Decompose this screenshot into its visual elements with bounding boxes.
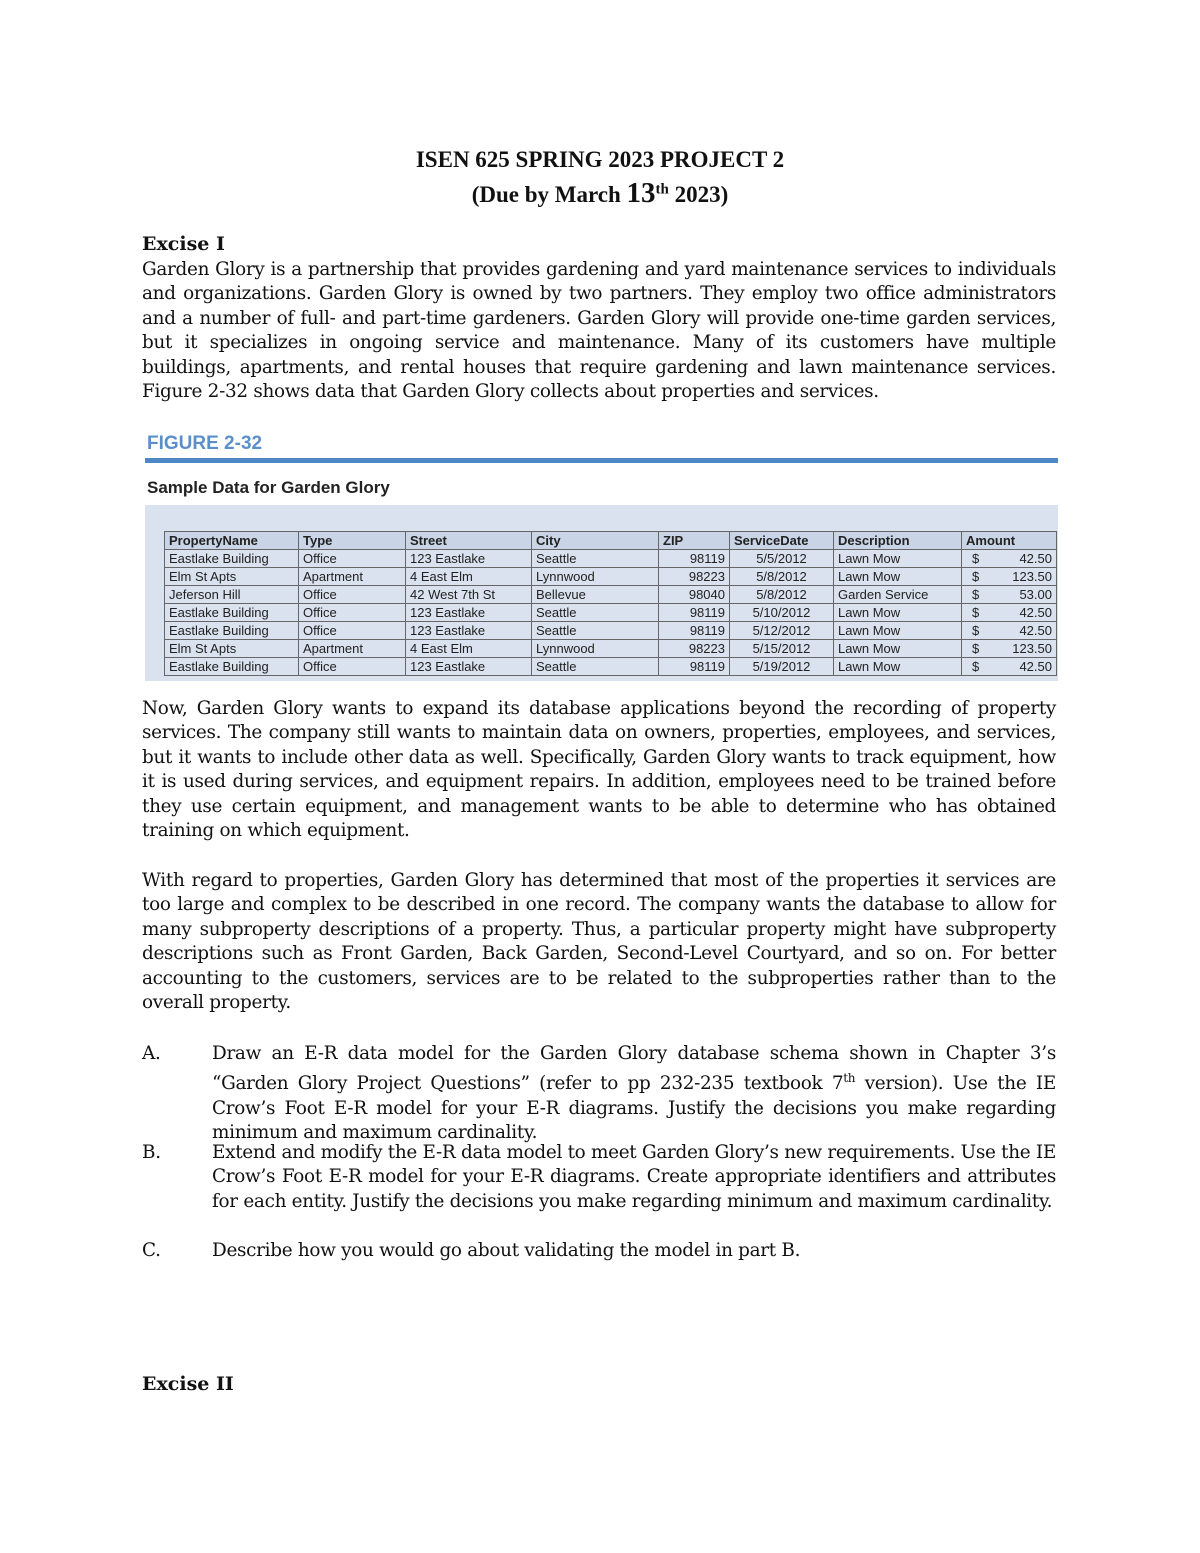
table-cell-zip: 98119 xyxy=(659,550,730,568)
table-row xyxy=(165,604,1057,622)
properties-paragraph: With regard to properties, Garden Glory has determined that most of the properties it services are too large and complex to be described in one record. The company wants the database to allow for many subproperty descriptions of a property. Thus, a particular property might have subproperty descriptions such as Front Garden, Back Garden, Second-Level Courtyard, and so on. For better accounting to the customers, services are to be related to the subproperties rather than to the overall property. xyxy=(142,870,1056,1014)
table-row xyxy=(165,622,1057,640)
amount-value: 123.50 xyxy=(1012,641,1052,656)
table-cell-amount xyxy=(962,550,1057,568)
document-title: ISEN 625 SPRING 2023 PROJECT 2 xyxy=(415,147,785,172)
question-text: Extend and modify the E-R data model to meet Garden Glory’s new requirements. Use the IE Crow’s Foot E-R model for your E-R diagrams. Create appropriate identifiers and attributes for each entity. Justify the decisions you make regarding minimum and maximum cardinality. xyxy=(212,1142,1056,1212)
currency-symbol: $ xyxy=(972,659,980,674)
table-cell-street: 123 Eastlake xyxy=(406,604,532,622)
table-cell-type: Office xyxy=(299,550,406,568)
due-date-prefix: (Due by March xyxy=(471,182,627,207)
currency-symbol: $ xyxy=(972,623,980,638)
due-date-line xyxy=(0,177,1200,210)
table-cell-street: 4 East Elm xyxy=(406,568,532,586)
table-row xyxy=(165,586,1057,604)
table-row xyxy=(165,568,1057,586)
table-cell-name: Jeferson Hill xyxy=(165,586,299,604)
table-cell-zip: 98119 xyxy=(659,658,730,676)
table-cell-amount xyxy=(962,604,1057,622)
table-cell-city: Lynnwood xyxy=(532,640,659,658)
table-cell-zip: 98223 xyxy=(659,568,730,586)
table-cell-desc: Garden Service xyxy=(834,586,962,604)
table-cell-street: 4 East Elm xyxy=(406,640,532,658)
table-cell-city: Bellevue xyxy=(532,586,659,604)
table-cell-desc: Lawn Mow xyxy=(834,568,962,586)
question-text xyxy=(212,1042,1056,1146)
sample-data-table xyxy=(164,531,1057,676)
table-row xyxy=(165,658,1057,676)
table-cell-city: Seattle xyxy=(532,622,659,640)
column-header: Description xyxy=(834,532,962,550)
table-cell-amount xyxy=(962,586,1057,604)
table-row xyxy=(165,550,1057,568)
table-cell-date: 5/12/2012 xyxy=(730,622,834,640)
table-header-row xyxy=(165,532,1057,550)
due-date-day: 13 xyxy=(626,177,656,209)
table-cell-street: 123 Eastlake xyxy=(406,658,532,676)
intro-paragraph: Garden Glory is a partnership that provides gardening and yard maintenance services to individuals and organizations. Garden Glory is owned by two partners. They employ two office administrators and a number of full- and part-time gardeners. Garden Glory will provide one-time garden services, but it specializes in ongoing service and maintenance. Many of its customers have multiple buildings, apartments, and rental houses that require gardening and lawn maintenance services. Figure 2-32 shows data that Garden Glory collects about properties and services. xyxy=(142,259,1056,403)
column-header: City xyxy=(532,532,659,550)
question-superscript: th xyxy=(843,1071,856,1086)
column-header: ZIP xyxy=(659,532,730,550)
column-header: Street xyxy=(406,532,532,550)
table-cell-name: Eastlake Building xyxy=(165,658,299,676)
table-cell-date: 5/8/2012 xyxy=(730,586,834,604)
currency-symbol: $ xyxy=(972,569,980,584)
question-text: Describe how you would go about validating the model in part B. xyxy=(212,1240,801,1261)
table-cell-amount xyxy=(962,640,1057,658)
table-cell-zip: 98119 xyxy=(659,604,730,622)
table-cell-amount xyxy=(962,658,1057,676)
table-cell-zip: 98119 xyxy=(659,622,730,640)
table-cell-city: Seattle xyxy=(532,604,659,622)
table-cell-street: 42 West 7th St xyxy=(406,586,532,604)
table-cell-street: 123 Eastlake xyxy=(406,550,532,568)
table-cell-street: 123 Eastlake xyxy=(406,622,532,640)
table-cell-date: 5/10/2012 xyxy=(730,604,834,622)
table-cell-desc: Lawn Mow xyxy=(834,640,962,658)
figure-label: FIGURE 2-32 xyxy=(147,433,263,454)
table-row xyxy=(165,640,1057,658)
table-cell-amount xyxy=(962,622,1057,640)
question-label: C. xyxy=(142,1240,161,1261)
column-header: ServiceDate xyxy=(730,532,834,550)
question-label: B. xyxy=(142,1142,161,1163)
table-cell-type: Office xyxy=(299,604,406,622)
exercise-1-heading: Excise I xyxy=(142,233,225,255)
table-cell-date: 5/19/2012 xyxy=(730,658,834,676)
table-cell-desc: Lawn Mow xyxy=(834,658,962,676)
column-header: PropertyName xyxy=(165,532,299,550)
figure-divider xyxy=(145,458,1058,463)
table-cell-date: 5/5/2012 xyxy=(730,550,834,568)
table-body xyxy=(165,550,1057,676)
amount-value: 123.50 xyxy=(1012,569,1052,584)
table-cell-desc: Lawn Mow xyxy=(834,622,962,640)
amount-value: 53.00 xyxy=(1019,587,1052,602)
due-date-suffix: 2023) xyxy=(668,182,729,207)
amount-value: 42.50 xyxy=(1019,659,1052,674)
table-cell-desc: Lawn Mow xyxy=(834,604,962,622)
table-cell-date: 5/15/2012 xyxy=(730,640,834,658)
question-text-part: Draw an E-R data model for the Garden Glory database schema shown in Chapter 3’s “Garden Glory Project Questions” (refer to pp 232-235 textbook 7 xyxy=(212,1043,1056,1095)
due-date-ordinal: th xyxy=(655,181,669,198)
table-cell-name: Eastlake Building xyxy=(165,622,299,640)
table-cell-city: Seattle xyxy=(532,550,659,568)
expand-paragraph: Now, Garden Glory wants to expand its database applications beyond the recording of property services. The company still wants to maintain data on owners, properties, employees, and services, but it wants to include other data as well. Specifically, Garden Glory wants to track equipment, how it is used during services, and equipment repairs. In addition, employees need to be trained before they use certain equipment, and management wants to be able to determine who has obtained training on which equipment. xyxy=(142,698,1056,842)
currency-symbol: $ xyxy=(972,587,980,602)
figure-subtitle: Sample Data for Garden Glory xyxy=(147,478,390,497)
table-cell-name: Elm St Apts xyxy=(165,640,299,658)
table-cell-name: Elm St Apts xyxy=(165,568,299,586)
column-header: Amount xyxy=(962,532,1057,550)
table-cell-amount xyxy=(962,568,1057,586)
exercise-2-heading: Excise II xyxy=(142,1373,234,1395)
table-cell-desc: Lawn Mow xyxy=(834,550,962,568)
question-text-part: version). Use the IE Crow’s Foot E-R model for your E-R diagrams. Justify the decisions you make regarding minimum and maximum cardinality. xyxy=(212,1073,1056,1144)
column-header: Type xyxy=(299,532,406,550)
table-cell-type: Apartment xyxy=(299,568,406,586)
table-cell-type: Office xyxy=(299,586,406,604)
table-cell-type: Office xyxy=(299,622,406,640)
currency-symbol: $ xyxy=(972,641,980,656)
table-cell-name: Eastlake Building xyxy=(165,550,299,568)
currency-symbol: $ xyxy=(972,605,980,620)
amount-value: 42.50 xyxy=(1019,605,1052,620)
amount-value: 42.50 xyxy=(1019,623,1052,638)
table-cell-name: Eastlake Building xyxy=(165,604,299,622)
question-label: A. xyxy=(142,1043,161,1064)
amount-value: 42.50 xyxy=(1019,551,1052,566)
table-cell-zip: 98040 xyxy=(659,586,730,604)
table-cell-type: Office xyxy=(299,658,406,676)
table-cell-city: Lynnwood xyxy=(532,568,659,586)
table-cell-city: Seattle xyxy=(532,658,659,676)
currency-symbol: $ xyxy=(972,551,980,566)
table-cell-date: 5/8/2012 xyxy=(730,568,834,586)
table-cell-type: Apartment xyxy=(299,640,406,658)
table-cell-zip: 98223 xyxy=(659,640,730,658)
